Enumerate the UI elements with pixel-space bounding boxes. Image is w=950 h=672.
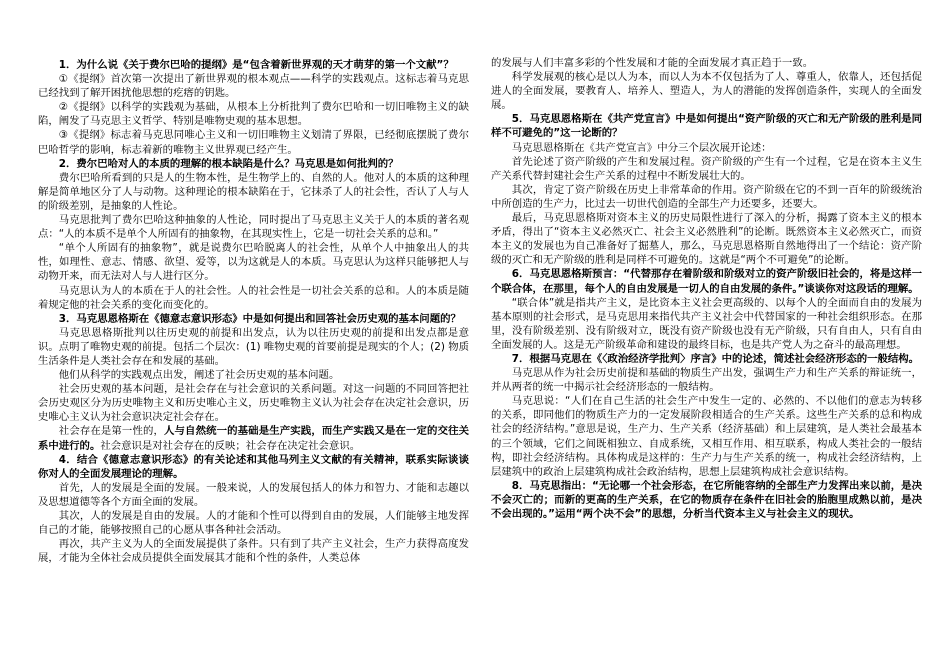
question-heading: 3．马克思恩格斯在《德意志意识形态》中是如何提出和回答社会历史观的基本问题的？: [58, 312, 461, 325]
paragraph: 马克思恩格斯批判以往历史观的前提和出发点，认为以往历史观的前提和出发点都是意识。点明了唯物史观的前提。包括二个层次：(1) 唯物史观的首要前提是现实的个人；(2) 物质生活条件是人类社会存在和发展的基础。: [38, 326, 469, 367]
paragraph: 其次，肯定了资产阶级在历史上非常革命的作用。资产阶级在它的不到一百年的阶级统治中所创造的生产力，比过去一切世代创造的全部生产力还要多，还要大。: [491, 183, 922, 210]
paragraph: ①《提纲》首次第一次提出了新世界观的根本观点——科学的实践观点。这标志着马克思已经找到了解开困扰他思想的疙瘩的钥匙。: [38, 73, 469, 100]
paragraph: ③《提纲》标志着马克思同唯心主义和一切旧唯物主义划清了界限，已经彻底摆脱了费尔巴哈哲学的影响，标志着新的唯物主义世界观已经产生。: [38, 129, 469, 156]
question-heading: 5．马克思恩格斯在《共产党宣言》中是如何提出“资产阶级的灭亡和无产阶级的胜利是同样不可避免的”这一论断的？: [491, 113, 922, 140]
paragraph: “单个人所固有的抽象物”，就是说费尔巴哈脱离人的社会性，从单个人中抽象出人的共性，如理性、意志、情感、欲望、爱等，以为这就是人的本质。马克思认为这样只能够把人与动物开来，而无法对人与人进行区分。: [38, 242, 469, 283]
paragraph: 马克思批判了费尔巴哈这种抽象的人性论，同时提出了马克思主义关于人的本质的著名观点：“人的本质不是单个人所固有的抽象物，在其现实性上，它是一切社会关系的总和。”: [38, 214, 469, 241]
paragraph: 最后，马克思恩格斯对资本主义的历史局限性进行了深入的分析，揭露了资本主义的根本矛盾，得出了“资本主义必然灭亡、社会主义必然胜利”的论断。既然资本主义必然灭亡，而资本主义的发展也为自己准备好了掘墓人，那么，马克思恩格斯自然地得出了一个结论：资产阶级的灭亡和无产阶级的胜利是同样不可避免的。这就是“两个不可避免”的论断。: [491, 212, 922, 267]
paragraph: 马克思说：“人们在自己生活的社会生产中发生一定的、必然的、不以他们的意志为转移的关系，即同他们的物质生产力的一定发展阶段相适合的生产关系。这些生产关系的总和构成社会的经济结构。”意思是说，生产力、生产关系（经济基础）和上层建筑，是人类社会最基本的三个领域，它们之间既相独立、自成系统，又相互作用、相互联系，构成人类社会的一般结构，即社会经济结构。具体构成是这样的：生产力与生产关系的统一，构成社会经济结构，上层建筑中的政治上层建筑构成社会政治结构，思想上层建筑构成社会意识结构。: [491, 395, 922, 478]
paragraph: 科学发展观的核心是以人为本，而以人为本不仅包括为了人、尊重人，依靠人，还包括促进人的全面发展，要教育人、培养人、塑造人，为人的潜能的发挥创造条件，实现人的全面发展。: [491, 71, 922, 112]
question-heading: 1．为什么说《关于费尔巴哈的提纲》是“包含着新世界观的天才萌芽的第一个文献”？: [58, 59, 454, 71]
paragraph: 其次，人的发展是自由的发展。人的才能和个性可以得到自由的发展，人们能够主地发挥自己的才能，能够按照自己的心愿从事各种社会活动。: [38, 510, 469, 537]
right-column: [491, 56, 922, 672]
paragraph: 马克思恩格斯在《共产党宣言》中分三个层次展开论述：: [511, 141, 772, 154]
emphasized-text: 人与自然统一的基础是生产实践，而生产实践又是在一定的交往关系中进行的。: [38, 425, 470, 452]
paragraph: 费尔巴哈所看到的只是人的生物本性，是生物学上的、自然的人。他对人的本质的这种理解是简单地区分了人与动物。这种理论的根本缺陷在于，它抹杀了人的社会性，否认了人与人的阶级差别，是抽象的人性论。: [38, 171, 469, 212]
question-heading: 7．根据马克思在《〈政治经济学批判〉序言》中的论述，简述社会经济形态的一般结构。: [511, 352, 920, 365]
paragraph-continuation: 的发展与人们丰富多彩的个性发展和才能的全面发展才真正趋于一致。: [491, 57, 814, 69]
paragraph: [38, 424, 469, 452]
paragraph: 首先论述了资产阶级的产生和发展过程。资产阶级的产生有一个过程，它是在资本主义生产关系代替封建社会生产关系的过程中不断发展壮大的。: [491, 155, 922, 182]
paragraph: “联合体”就是指共产主义，是比资本主义社会更高级的、以每个人的全面而自由的发展为基本原则的社会形式，是马克思用来指代共产主义社会中代替国家的一种社会组织形态。在那里，没有阶级差别、没有阶级对立，既没有资产阶级也没有无产阶级，只有自由人，只有自由全面发展的人。这是无产阶级革命和建设的最终目标，也是共产党人为之奋斗的最高理想。: [491, 296, 922, 351]
paragraph: 马克思从作为社会历史前提和基础的物质生产出发，强调生产力和生产关系的辩证统一，并从两者的统一中揭示社会经济形态的一般结构。: [491, 367, 922, 394]
question-heading: 4．结合《德意志意识形态》的有关论述和其他马列主义文献的有关精神，联系实际谈谈你对人的全面发展理论的理解。: [38, 453, 469, 480]
question-heading: 6．马克思恩格斯预言：“代替那存在着阶级和阶级对立的资产阶级旧社会的，将是这样一个联合体，在那里，每个人的自由发展是一切人的自由发展的条件。”谈谈你对这段话的理解。: [491, 268, 922, 295]
paragraph: ②《提纲》以科学的实践观为基础，从根本上分析批判了费尔巴哈和一切旧唯物主义的缺陷，阐发了马克思主义哲学、特别是唯物史观的基本思想。: [38, 101, 469, 128]
question-heading: 2．费尔巴哈对人的本质的理解的根本缺陷是什么？马克思是如何批判的？: [58, 157, 399, 170]
paragraph-text: 社会意识是对社会存在的反映；社会存在决定社会意识。: [100, 439, 361, 452]
paragraph: 再次，共产主义为人的全面发展提供了条件。只有到了共产主义社会，生产力获得高度发展，才能为全体社会成员提供全面发展其才能和个性的条件，人类总体: [38, 538, 469, 565]
paragraph: 首先，人的发展是全面的发展。一般来说，人的发展包括人的体力和智力、才能和志趣以及思想道德等各个方面全面的发展。: [38, 481, 469, 508]
paragraph-text: 社会存在是第一性的，: [58, 425, 165, 438]
paragraph: 社会历史观的基本问题，是社会存在与社会意识的关系问题。对这一问题的不同回答把社会历史观区分为历史唯物主义和历史唯心主义，历史唯物主义认为社会存在决定社会意识，历史唯心主义认为社会意识决定社会存在。: [38, 383, 469, 424]
question-heading: 8．马克思指出：“无论哪一个社会形态，在它所能容纳的全部生产力发挥出来以前，是决不会灭亡的；而新的更高的生产关系，在它的物质存在条件在旧社会的胎胞里成熟以前，是决不会出现的。”运用“两个决不会”的思想，分析当代资本主义与社会主义的现状。: [491, 479, 922, 520]
paragraph: 马克思认为人的本质在于人的社会性。人的社会性是一切社会关系的总和。人的本质是随着规定他的社会关系的变化而变化的。: [38, 284, 469, 311]
left-column: [38, 58, 469, 672]
paragraph: 他们从科学的实践观点出发，阐述了社会历史观的基本问题。: [58, 369, 340, 382]
